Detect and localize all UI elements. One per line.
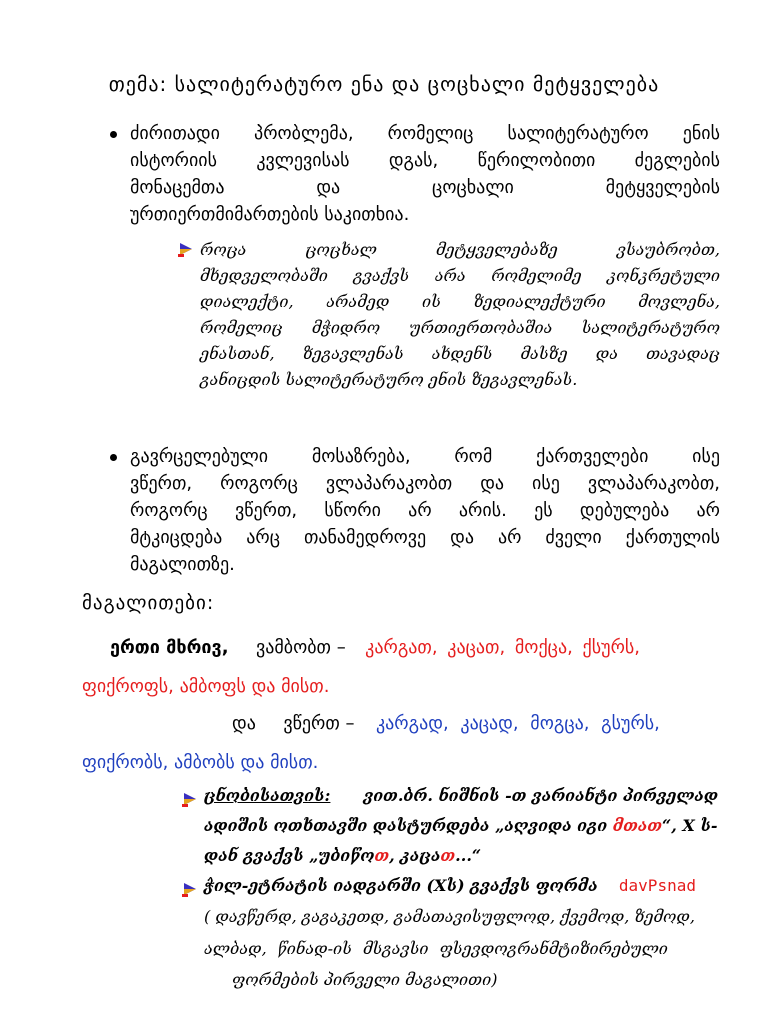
bullet-paragraph-main-problem	[130, 120, 720, 228]
paragraph-line: განიცდის სალიტერატურო ენის ზეგავლენას.	[200, 370, 578, 389]
example-lead: და	[232, 713, 256, 734]
note-psalter-line4: ფორმების პირველი მაგალითი)	[232, 970, 498, 989]
paragraph-line: მტკიცდება არც თანამედროვე და არ ძველი ქართულის	[130, 527, 720, 548]
note-text: , კაცა	[389, 846, 441, 865]
example-red-words: კარგათ, კაცათ, მოქცა, ქსურს,	[365, 637, 641, 658]
note-for-information-line1	[204, 786, 720, 805]
note-label: ცნობისათვის:	[204, 786, 331, 805]
note-form-red: davPsnad	[618, 876, 696, 895]
page-title: თემა: სალიტერატურო ენა და ცოცხალი მეტყველება	[108, 72, 660, 96]
arrow-bullet-icon	[178, 241, 194, 257]
paragraph-line: როცა ცოცხალ მეტყველებაზე ვსაუბრობთ,	[200, 240, 720, 259]
bullet-paragraph-common-opinion	[130, 443, 720, 578]
example-line-written-cont	[82, 752, 318, 773]
note-psalter-line1	[204, 876, 720, 895]
bullet-icon	[110, 131, 117, 138]
note-psalter-line3: ალბად, წინად-ის მსგავსი ფსევდოგრანმტიზირებული	[204, 939, 668, 958]
example-blue-words: კარგად, კაცად, მოგცა, გსურს,	[375, 713, 660, 734]
paragraph-line: რომელიც მჭიდრო ურთიერთობაშია სალიტერატურო	[200, 318, 720, 337]
examples-heading: მაგალითები:	[82, 592, 215, 614]
example-verb: ვწერთ –	[283, 713, 355, 734]
example-verb: ვამბობთ –	[256, 637, 346, 658]
note-red-text: მთათ	[612, 816, 663, 835]
note-text: ადიშის ოთხთავში დასტურდება „აღვიდა იგი	[204, 816, 613, 835]
paragraph-line: ენასთან, ზეგავლენას ახდენს მასზე და თავადაც	[200, 344, 720, 363]
note-for-information-line3	[204, 846, 720, 865]
arrow-bullet-icon	[182, 791, 198, 807]
sub-paragraph-living-speech	[200, 237, 720, 393]
example-line-written	[232, 713, 660, 734]
note-text: დან გვაქვს „უბიწო	[204, 846, 375, 865]
note-lead: ჭილ-ეტრატის იადგარში (Xს) გვაქვს ფორმა	[204, 876, 598, 895]
paragraph-line: დიალექტი, არამედ ის ზედიალექტური მოვლენა,	[200, 292, 720, 311]
bullet-icon	[110, 454, 117, 461]
note-text: “, X ს-	[662, 816, 718, 835]
paragraph-line: ძირითადი პრობლემა, რომელიც სალიტერატურო ენის	[130, 123, 720, 144]
note-red-text: თ	[374, 846, 390, 865]
paragraph-line: ისტორიის კვლევისას დგას, წერილობითი ძეგლების	[130, 150, 720, 171]
paragraph-line: გავრცელებული მოსაზრება, რომ ქართველები ისე	[130, 446, 720, 467]
example-red-words: ფიქროფს, ამბოფს და მისთ.	[82, 676, 330, 697]
paragraph-line: ურთიერთმიმართების საკითხია.	[130, 204, 410, 225]
note-text: ...“	[455, 846, 482, 865]
note-text: ვით.ბრ. ნიშნის -თ ვარიანტი პირველად	[363, 786, 719, 805]
paragraph-line: ვწერთ, როგორც ვლაპარაკობთ და ისე ვლაპარაკობთ,	[130, 473, 720, 494]
paragraph-line: მაგალითზე.	[130, 554, 235, 575]
example-line-spoken-cont	[82, 676, 329, 697]
arrow-bullet-icon	[182, 881, 198, 897]
example-line-spoken	[110, 637, 640, 658]
note-psalter-line2: ( დავწერდ, გაგაკეთდ, გამათავისუფლოდ, ქვემოდ, ზემოდ,	[204, 907, 695, 926]
note-for-information-line2	[204, 816, 720, 835]
paragraph-line: როგორც ვწერთ, სწორი არ არის. ეს დებულება არ	[130, 500, 720, 521]
example-blue-words: ფიქრობს, ამბობს და მისთ.	[82, 752, 319, 773]
note-red-text: თ	[440, 846, 456, 865]
example-lead: ერთი მხრივ,	[110, 637, 229, 658]
paragraph-line: მონაცემთა და ცოცხალი მეტყველების	[130, 177, 720, 198]
paragraph-line: მხედველობაში გვაქვს არა რომელიმე კონკრეტული	[200, 266, 720, 285]
